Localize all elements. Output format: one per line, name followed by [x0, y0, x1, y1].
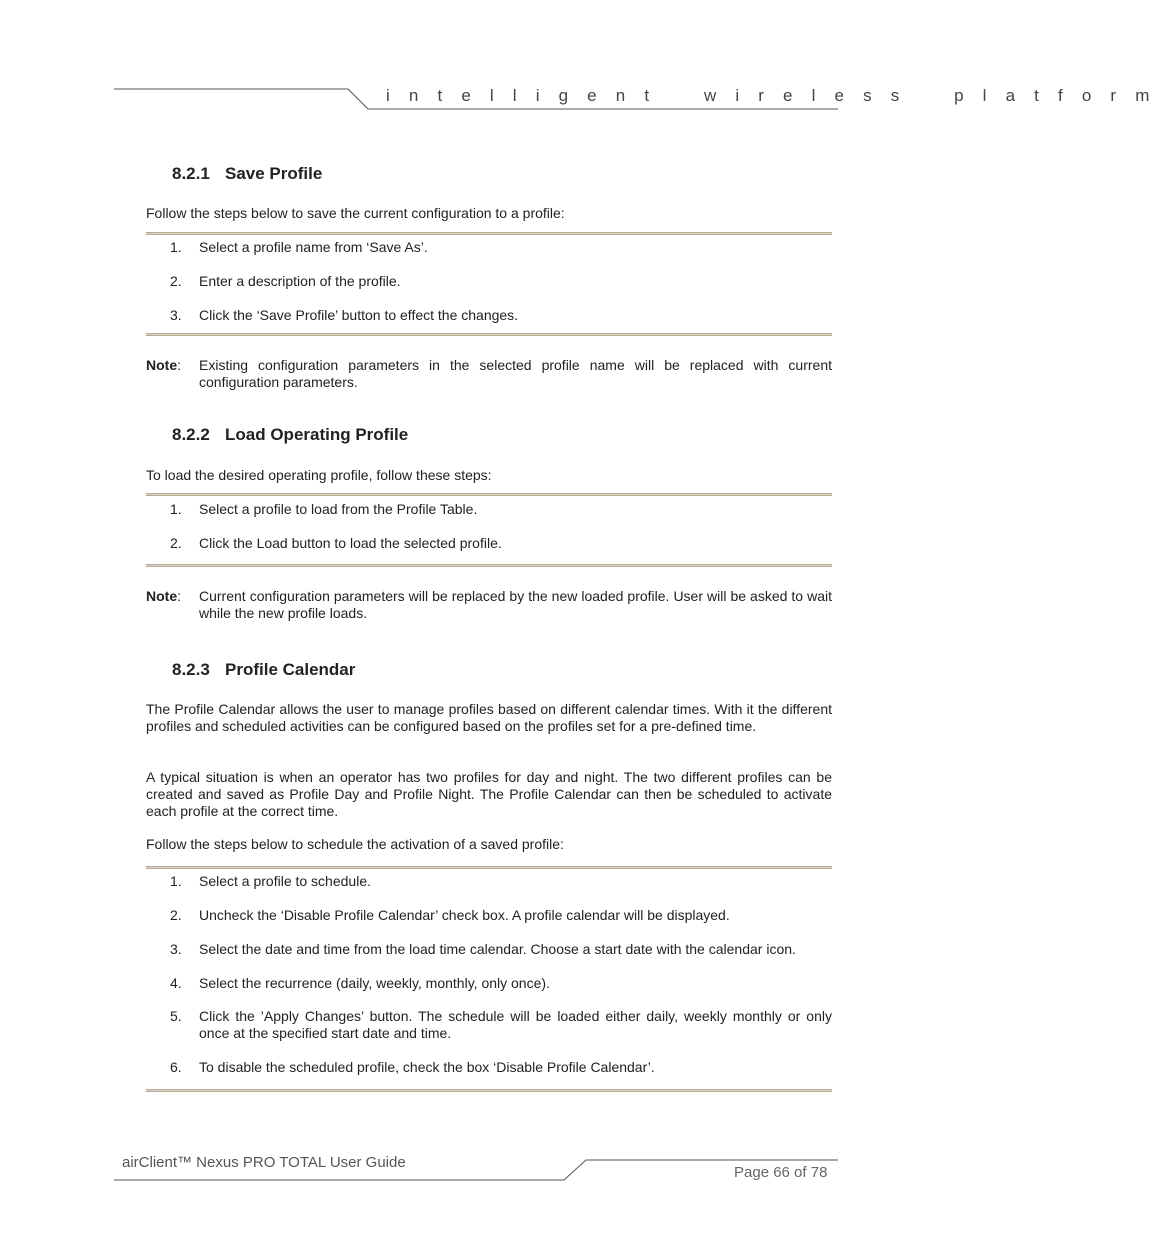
list-item: 1. Select a profile name from ‘Save As’.	[170, 239, 428, 255]
divider	[146, 866, 832, 869]
heading-save-profile: 8.2.1 Save Profile	[172, 164, 323, 183]
list-item: 1. Select a profile to load from the Profile Table.	[170, 501, 478, 517]
list-item: 6. To disable the scheduled profile, check the box ‘Disable Profile Calendar’.	[170, 1059, 655, 1075]
list-item: 2. Click the Load button to load the selected profile.	[170, 535, 502, 551]
footer-document-title: airClient™ Nexus PRO TOTAL User Guide	[122, 1154, 406, 1171]
divider	[146, 564, 832, 567]
footer-page-number: Page 66 of 78	[734, 1164, 828, 1181]
heading-load-profile: 8.2.2 Load Operating Profile	[172, 425, 409, 444]
divider	[146, 333, 832, 336]
calendar-para-2: A typical situation is when an operator has two profiles for day and night. The two different profiles can be created and saved as Profile Day and Profile Night. The Profile Calendar can then be scheduled to activate each profile at the correct time.	[146, 769, 832, 819]
list-item: 1. Select a profile to schedule.	[170, 873, 371, 889]
list-item: 2. Enter a description of the profile.	[170, 273, 401, 289]
divider	[146, 493, 832, 496]
note-save: Note: Existing configuration parameters in the selected profile name will be replaced with current configuration parameters.	[146, 357, 832, 390]
list-item: 2. Uncheck the ‘Disable Profile Calendar’ check box. A profile calendar will be displayed.	[170, 907, 730, 923]
header-tagline: i n t e l l i g e n t w i r e l e s s p l a t f o r m	[386, 86, 1157, 105]
list-item: 5. Click the ’Apply Changes’ button. The schedule will be loaded either daily, weekly monthly or only once at the specified start date and time.	[170, 1008, 832, 1041]
calendar-intro: Follow the steps below to schedule the activation of a saved profile:	[146, 836, 564, 852]
divider	[146, 232, 832, 235]
heading-profile-calendar: 8.2.3 Profile Calendar	[172, 660, 356, 679]
list-item: 3. Click the ‘Save Profile’ button to effect the changes.	[170, 307, 519, 323]
load-intro: To load the desired operating profile, follow these steps:	[146, 467, 492, 483]
list-item: 3. Select the date and time from the load time calendar. Choose a start date with the calendar icon.	[170, 941, 796, 957]
note-load: Note: Current configuration parameters will be replaced by the new loaded profile. User will be asked to wait while the new profile loads.	[146, 588, 832, 621]
divider	[146, 1089, 832, 1092]
calendar-para-1: The Profile Calendar allows the user to manage profiles based on different calendar times. With it the different profiles and scheduled activities can be configured based on the profiles set for a pre-defined time.	[146, 701, 832, 734]
save-intro: Follow the steps below to save the current configuration to a profile:	[146, 205, 565, 221]
list-item: 4. Select the recurrence (daily, weekly, monthly, only once).	[170, 975, 550, 991]
